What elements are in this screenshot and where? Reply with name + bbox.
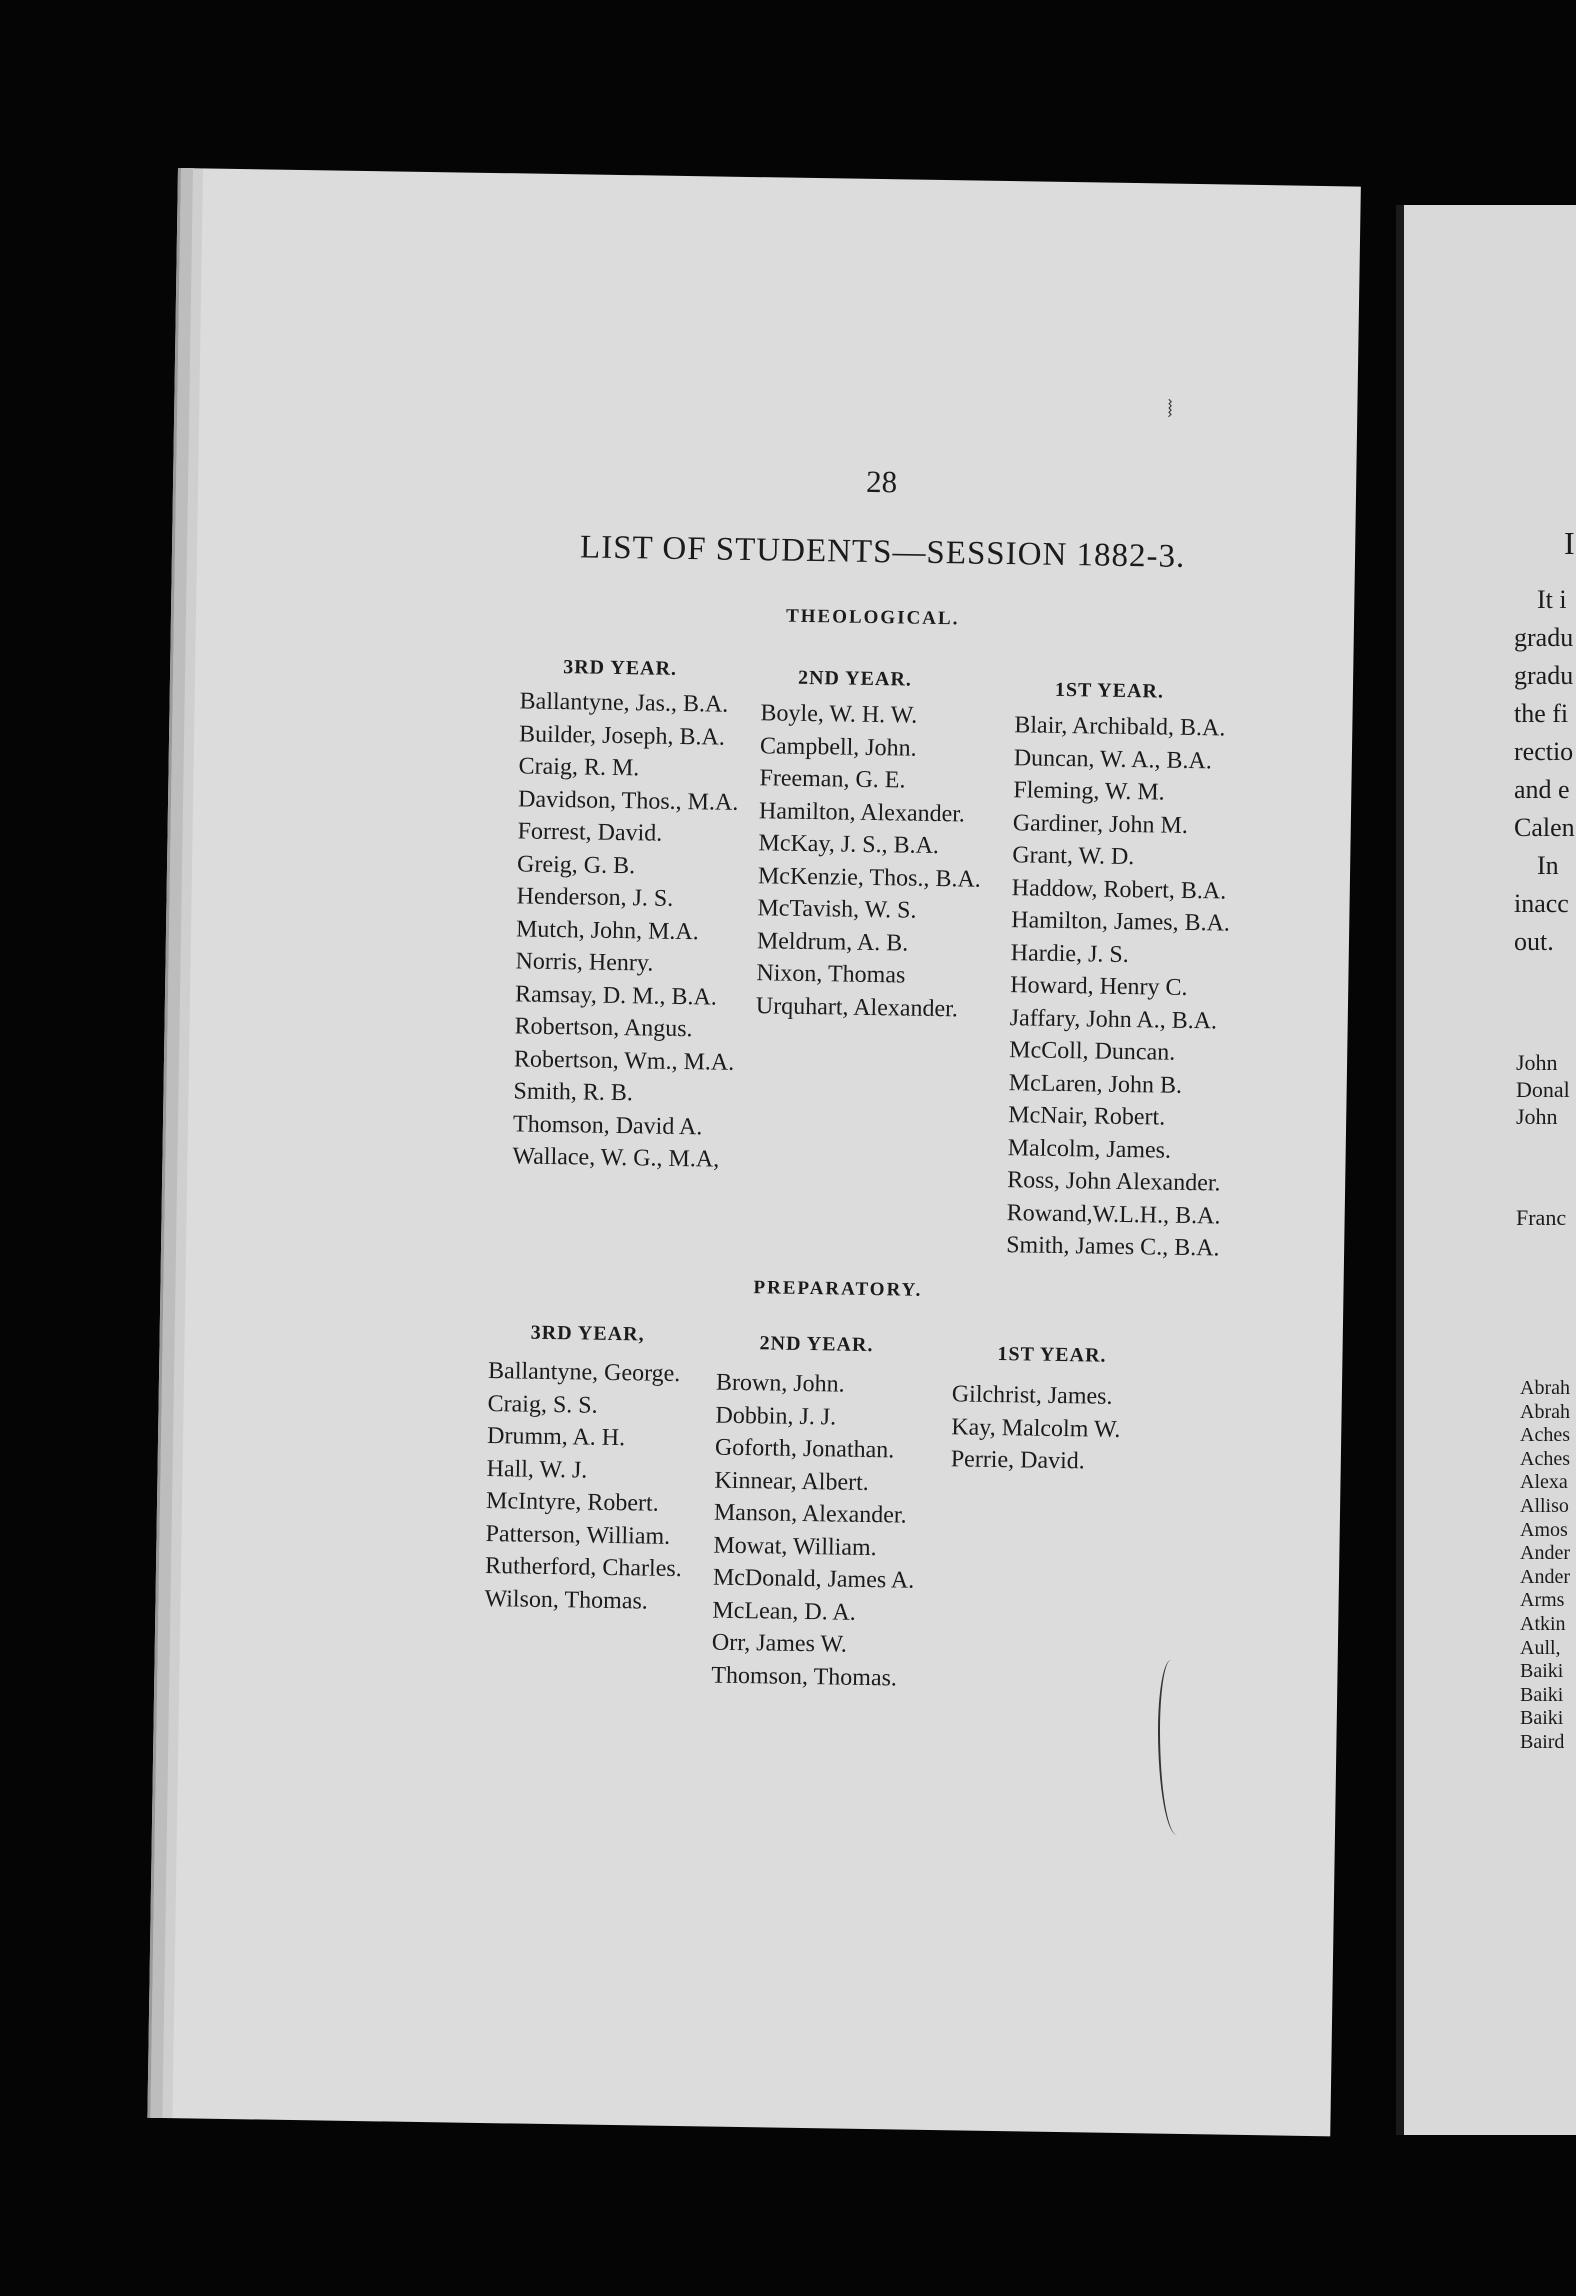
left-page (147, 168, 1360, 2136)
facing-name-list (1520, 1377, 1570, 1755)
list-item: Abrah (1520, 1400, 1570, 1423)
list-item: McKay, J. S., B.A. (758, 830, 940, 860)
list-item: Atkin (1520, 1612, 1566, 1635)
name-list-theo-1st (1006, 709, 1233, 1265)
facing-name: Donal (1516, 1077, 1570, 1102)
list-item: Ross, John Alexander. (1006, 1167, 1221, 1197)
list-item: Baiki (1520, 1707, 1564, 1730)
list-item: Ander (1520, 1542, 1570, 1565)
list-item: Norris, Henry. (515, 948, 654, 977)
list-item: Gilchrist, James. (951, 1381, 1113, 1410)
list-item: Ramsay, D. M., B.A. (514, 980, 718, 1011)
facing-line: It i (1537, 585, 1567, 614)
list-item: Amos (1520, 1518, 1568, 1541)
list-item: Smith, James C., B.A. (1005, 1232, 1220, 1262)
list-item: Meldrum, A. B. (756, 927, 909, 957)
list-item: Ballantyne, George. (487, 1358, 681, 1388)
pencil-mark: ⧘ (1167, 393, 1174, 423)
list-item: Fleming, W. M. (1013, 777, 1165, 806)
list-item: Baird (1520, 1730, 1565, 1753)
list-item: McColl, Duncan. (1009, 1037, 1176, 1066)
name-list-theo-3rd (512, 685, 740, 1176)
list-item: Baiki (1520, 1660, 1564, 1683)
list-item: Thomson, Thomas. (711, 1662, 898, 1691)
list-item: Davidson, Thos., M.A. (517, 785, 739, 816)
list-item: Mowat, William. (713, 1532, 877, 1561)
list-item: Manson, Alexander. (713, 1499, 907, 1529)
section-label-theological: THEOLOGICAL. (785, 605, 960, 630)
year-heading: 3RD YEAR. (563, 656, 678, 680)
list-item: Hardie, J. S. (1010, 939, 1129, 968)
list-item: Kay, Malcolm W. (951, 1413, 1121, 1443)
page-title: LIST OF STUDENTS—SESSION 1882-3. (579, 529, 1186, 575)
list-item: McNair, Robert. (1008, 1102, 1166, 1131)
list-item: Robertson, Angus. (514, 1013, 693, 1043)
list-item: Orr, James W. (711, 1629, 848, 1658)
list-item: McTavish, W. S. (757, 895, 917, 924)
list-item: Arms (1520, 1589, 1565, 1612)
list-item: Kinnear, Albert. (714, 1467, 869, 1496)
list-item: Aches (1520, 1424, 1570, 1447)
year-heading: 1ST YEAR. (1054, 678, 1165, 703)
list-item: Hamilton, James, B.A. (1011, 907, 1231, 937)
list-item: Aches (1520, 1447, 1570, 1470)
list-item: Patterson, William. (485, 1520, 671, 1550)
list-item: Haddow, Robert, B.A. (1011, 874, 1227, 905)
facing-name: Franc (1516, 1205, 1567, 1230)
list-item: Brown, John. (715, 1369, 845, 1398)
list-item: Craig, S. S. (487, 1390, 598, 1419)
list-item: Boyle, W. H. W. (760, 700, 918, 729)
facing-line: gradu (1514, 623, 1574, 652)
list-item: Craig, R. M. (518, 753, 640, 782)
list-item: Rutherford, Charles. (484, 1552, 682, 1583)
list-item: Forrest, David. (517, 818, 663, 847)
list-item: Wallace, W. G., M.A, (512, 1143, 720, 1173)
list-item: Robertson, Wm., M.A. (513, 1045, 735, 1076)
year-heading: 3RD YEAR, (530, 1321, 645, 1346)
list-item: Duncan, W. A., B.A. (1013, 744, 1213, 774)
list-item: Campbell, John. (759, 732, 917, 762)
facing-name: John (1516, 1050, 1558, 1075)
list-item: Rowand,W.L.H., B.A. (1006, 1199, 1221, 1230)
list-item: Alexa (1520, 1471, 1568, 1494)
year-heading: 2ND YEAR. (759, 1332, 874, 1357)
list-item: Goforth, Jonathan. (714, 1434, 895, 1464)
list-item: Baiki (1520, 1683, 1564, 1706)
list-item: Blair, Archibald, B.A. (1014, 712, 1226, 742)
year-heading: 1ST YEAR. (997, 1343, 1107, 1367)
list-item: Grant, W. D. (1012, 842, 1135, 871)
list-item: Mutch, John, M.A. (515, 915, 699, 945)
list-item: Builder, Joseph, B.A. (518, 720, 726, 751)
section-label-preparatory: PREPARATORY. (753, 1277, 923, 1301)
list-item: Malcolm, James. (1007, 1134, 1172, 1164)
list-item: Alliso (1520, 1494, 1569, 1517)
list-item: Greig, G. B. (516, 850, 636, 879)
list-item: Hall, W. J. (486, 1455, 588, 1484)
list-item: Nixon, Thomas (756, 960, 906, 989)
name-list-prep-2nd (711, 1367, 917, 1695)
list-item: Dobbin, J. J. (715, 1402, 837, 1430)
list-item: McIntyre, Robert. (485, 1488, 659, 1517)
facing-line: out. (1514, 927, 1554, 956)
facing-line: inacc (1514, 889, 1569, 918)
list-item: Smith, R. B. (513, 1078, 634, 1107)
name-list-theo-2nd (756, 697, 984, 1025)
list-item: Aull, (1520, 1636, 1561, 1659)
list-item: Howard, Henry C. (1010, 972, 1188, 1001)
list-item: Perrie, David. (950, 1446, 1085, 1475)
facing-line: Calen (1514, 813, 1575, 842)
list-item: Drumm, A. H. (486, 1423, 626, 1452)
year-heading: 2ND YEAR. (797, 666, 913, 691)
list-item: McDonald, James A. (712, 1564, 915, 1594)
list-item: Henderson, J. S. (516, 883, 674, 912)
list-item: Urquhart, Alexander. (755, 992, 959, 1022)
facing-heading: I (1564, 525, 1575, 561)
list-item: Freeman, G. E. (759, 765, 906, 794)
name-list-prep-3rd (484, 1355, 685, 1618)
facing-name: John (1516, 1104, 1558, 1129)
list-item: McLaren, John B. (1008, 1069, 1183, 1099)
list-item: Jaffary, John A., B.A. (1009, 1004, 1218, 1034)
list-item: McKenzie, Thos., B.A. (757, 862, 981, 893)
list-item: Gardiner, John M. (1012, 809, 1189, 839)
facing-line: gradu (1514, 661, 1574, 690)
facing-page (1396, 205, 1576, 2135)
list-item: Wilson, Thomas. (484, 1585, 649, 1615)
facing-line: In (1537, 851, 1559, 880)
list-item: Hamilton, Alexander. (758, 797, 966, 827)
list-item: Ballantyne, Jas., B.A. (519, 688, 729, 718)
facing-line: and e (1514, 775, 1570, 804)
list-item: Abrah (1520, 1377, 1570, 1399)
list-item: Thomson, David A. (512, 1110, 703, 1140)
page-number: 28 (865, 463, 898, 500)
facing-line: the fi (1514, 699, 1569, 728)
name-list-prep-1st (951, 1378, 1122, 1478)
list-item: Ander (1520, 1565, 1570, 1588)
list-item: McLean, D. A. (712, 1597, 856, 1626)
facing-line: rectio (1514, 737, 1574, 766)
